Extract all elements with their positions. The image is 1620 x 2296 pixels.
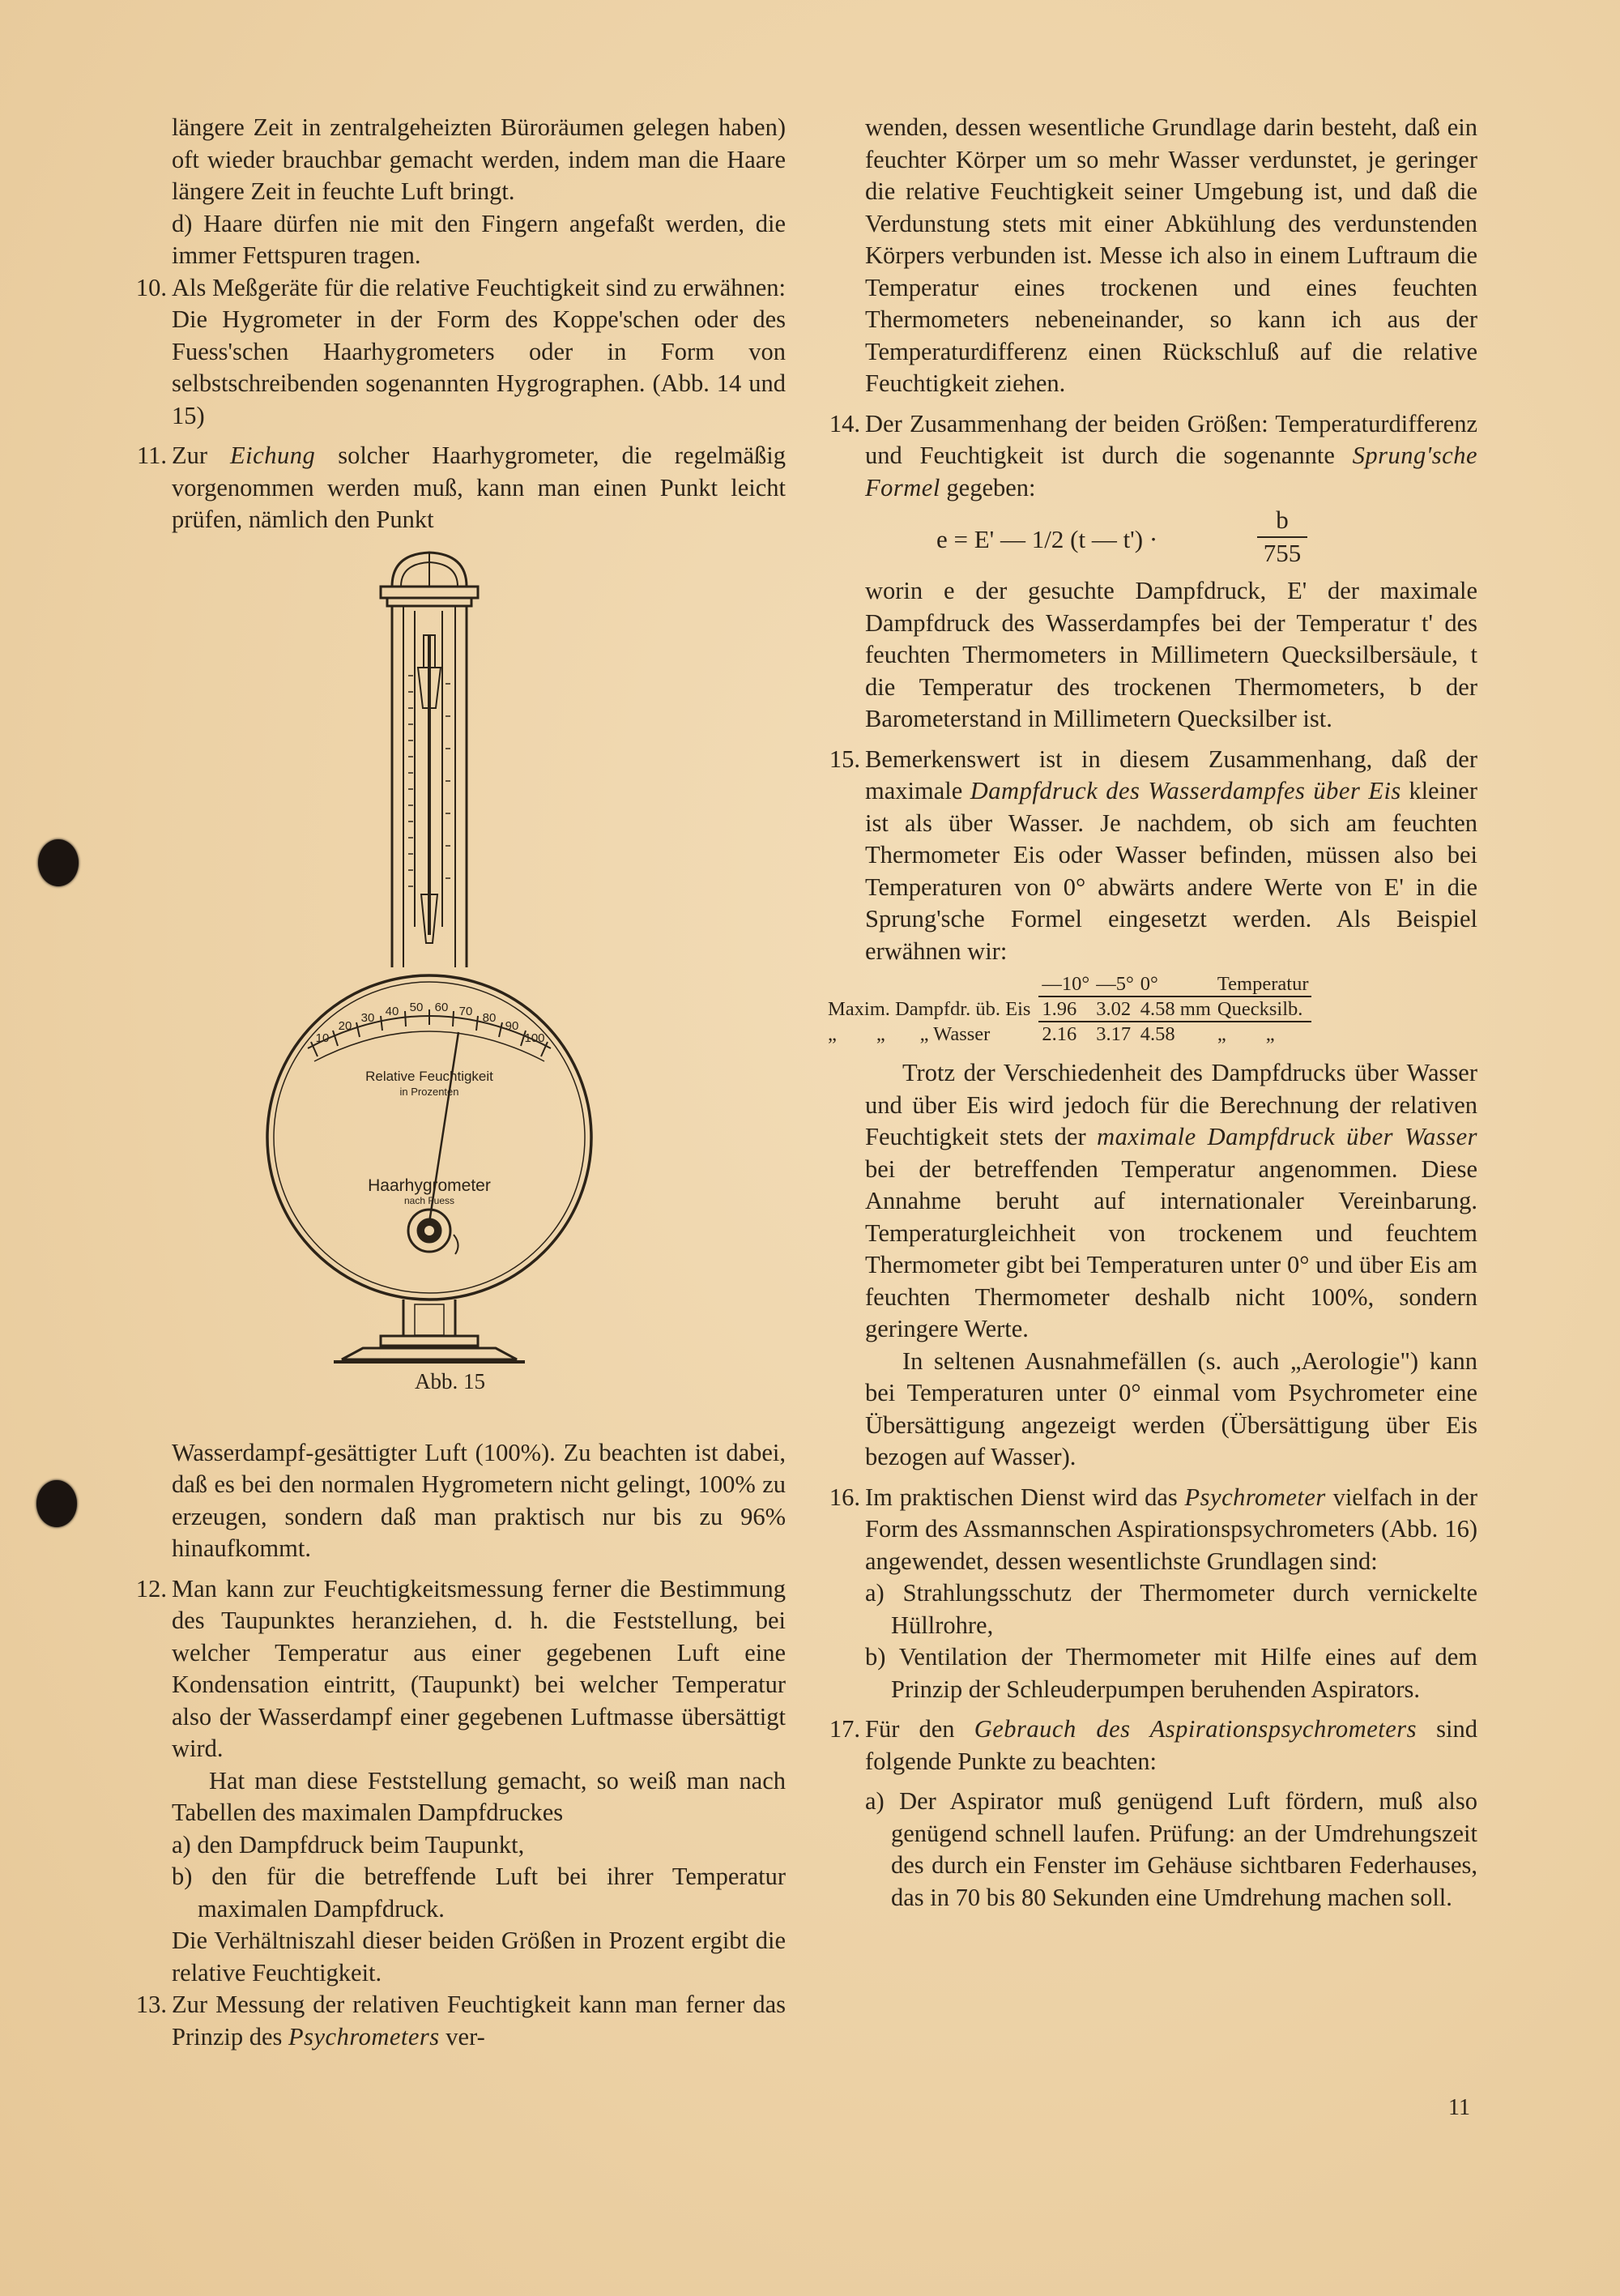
table-cell: 3.02	[1093, 996, 1137, 1022]
table-row	[825, 996, 1311, 1022]
table-cell: 2.16	[1042, 1023, 1077, 1045]
paragraph: Trotz der Verschiedenheit des Dampfdrucks über Wasser und über Eis wird jedoch für die Berechnung der relativen Feuchtigkeit stets der maximale Dampfdruck über Wasser bei der betreffenden Temperatur angenommen. Diese Annahme beruht auf internationaler Vereinbarung. Temperaturgleichheit von trockenem und feuchtem Thermometer gibt bei Temperaturen unter 0° und über Eis am feuchten Thermometer deshalb nicht 100%, sondern geringere Werte.	[865, 1059, 1477, 1342]
figure-caption: Abb. 15	[415, 1368, 485, 1393]
item-number: 10.	[135, 273, 167, 301]
list-item-16	[829, 1482, 1477, 1706]
page-number: 11	[1448, 2095, 1470, 2120]
paragraph: Bemerkenswert ist in diesem Zusammenhang, daß der maximale Dampfdruck des Wasserdampfes über Eis kleiner ist als über Wasser. Je nachdem, ob sich am feuchten Thermometer Eis oder Wasser befinden, müssen also bei Temperaturen von 0° abwärts andere Werte von E' in die Sprung'sche Formel eingesetzt werden. Als Beispiel erwähnen wir:	[865, 745, 1477, 965]
sprung-formula	[865, 506, 1477, 570]
figure-hair-hygrometer	[172, 546, 786, 1437]
formula-fraction	[1257, 506, 1307, 567]
emphasis: maximale Dampfdruck über Wasser	[1097, 1123, 1477, 1150]
emphasis: Eichung	[230, 442, 316, 469]
sub-item-b: b) den für die betreffende Luft bei ihrer Temperatur maximalen Dampfdruck.	[172, 1863, 786, 1923]
paragraph: Der Zusammenhang der beiden Größen: Temperaturdifferenz und Feuchtigkeit ist durch die sogenannte Sprung'sche Formel gegeben:	[865, 409, 1477, 501]
punch-hole	[38, 839, 79, 886]
paragraph: worin e der gesuchte Dampfdruck, E' der maximale Dampfdruck des Wasserdampfes bei der Temperatur t' des feuchten Thermometers in Millimetern Quecksilbersäule, t die Temperatur des trockenen Thermometers, b der Barometerstand in Millimetern Quecksilber ist.	[865, 577, 1477, 732]
table-cell: 1.96	[1038, 996, 1093, 1022]
dial-tick-label: 80	[482, 1010, 497, 1025]
list-item-10	[135, 272, 786, 433]
sub-item-a: a) Strahlungsschutz der Thermometer durch vernickelte Hüllrohre,	[865, 1579, 1477, 1639]
punch-hole	[36, 1480, 77, 1527]
list-item-11	[137, 440, 786, 536]
table-cell: 4.58 mm	[1137, 996, 1214, 1022]
item-number: 17.	[829, 1715, 860, 1743]
table-header-cell: Temperatur	[1214, 972, 1312, 996]
list-item-17	[829, 1713, 1478, 1914]
table-cell: 3.17	[1096, 1023, 1132, 1045]
formula-numerator: b	[1276, 506, 1289, 534]
list-item-14	[829, 408, 1477, 736]
item-number: 14.	[829, 409, 860, 437]
dial-subtitle: in Prozenten	[399, 1085, 459, 1098]
paragraph: längere Zeit in zentralgeheizten Büroräumen gelegen haben) oft wieder brauchbar gemacht werden, indem man die Haare längere Zeit in feuchte Luft bringt.	[172, 113, 786, 205]
list-item-13	[135, 1989, 786, 2053]
paragraph: d) Haare dürfen nie mit den Fingern angefaßt werden, die immer Fettspuren tragen.	[172, 209, 786, 269]
left-column	[135, 112, 786, 2053]
dial-tick-label: 90	[505, 1018, 519, 1033]
emphasis: Sprung'sche Formel	[865, 442, 1477, 501]
dial-tick-label: 100	[524, 1031, 545, 1045]
dial-tick-label: 40	[385, 1004, 399, 1018]
hygrometer-illustration	[172, 546, 786, 1364]
paragraph: Im praktischen Dienst wird das Psychrometer vielfach in der Form des Assmannschen Aspirationspsychrometers (Abb. 16) angewendet, dessen wesentlichste Grundlagen sind:	[865, 1483, 1477, 1575]
table-header-cell: —5°	[1093, 972, 1137, 996]
dial-title: Relative Feuchtigkeit	[365, 1068, 493, 1084]
paragraph: Man kann zur Feuchtigkeitsmessung ferner die Bestimmung des Taupunktes heranziehen, d. h. die Feststellung, bei welcher Temperatur aus einer gegebenen Luft eine Kondensation eintritt, (Taupunkt) bei welcher Temperatur also der Wasserdampf einer gegebenen Luftmasse übersättigt wird.	[172, 1574, 786, 1762]
dial-tick-label: 20	[338, 1018, 352, 1033]
paragraph: Die Verhältniszahl dieser beiden Größen in Prozent ergibt die relative Feuchtigkeit.	[172, 1927, 786, 1987]
formula-lhs: e = E' — 1/2 (t — t') ·	[936, 525, 1158, 553]
emphasis: Gebrauch des Aspirationspsychrometers	[974, 1715, 1418, 1743]
paragraph: Für den Gebrauch des Aspirationspsychrometers sind folgende Punkte zu beachten:	[865, 1715, 1478, 1775]
brand-sublabel: nach Fuess	[403, 1194, 455, 1206]
item-number: 12.	[135, 1574, 167, 1603]
dial-tick-label: 30	[360, 1010, 375, 1025]
fraction-bar	[1257, 536, 1307, 538]
dial-tick-label: 70	[458, 1004, 473, 1018]
paragraph: In seltenen Ausnahmefällen (s. auch „Aerologie") kann bei Temperaturen unter 0° einmal vom Psychrometer eine Übersättigung angezeigt werden (Übersättigung über Eis bezogen auf Wasser).	[865, 1346, 1477, 1470]
paragraph: Als Meßgeräte für die relative Feuchtigkeit sind zu erwähnen: Die Hygrometer in der Form des Koppe'schen oder des Fuess'schen Haarhygrometers oder in Form von selbstschreibenden sogenannten Hygrographen. (Abb. 14 und 15)	[172, 273, 786, 429]
table-header-cell: 0°	[1137, 972, 1214, 996]
dial-tick-label: 10	[315, 1031, 330, 1045]
right-column	[828, 112, 1478, 1914]
emphasis: Psychrometer	[1184, 1483, 1326, 1511]
table-header-cell: —10°	[1038, 972, 1093, 996]
list-item-15	[828, 744, 1477, 1474]
sub-item-b: b) Ventilation der Thermometer mit Hilfe eines auf dem Prinzip der Schleuderpumpen beruhenden Aspirators.	[865, 1643, 1477, 1703]
table-cell: Quecksilb.	[1214, 996, 1312, 1022]
table-header-row	[825, 972, 1311, 996]
table-row-label: „ „ „ Wasser	[828, 1022, 991, 1045]
table-row-label: Maxim. Dampfdr. üb. Eis	[828, 998, 1031, 1020]
sub-item-a: a) Der Aspirator muß genügend Luft fördern, muß also genügend schnell laufen. Prüfung: an der Umdrehungszeit des durch ein Fenster im Gehäuse sichtbaren Federhauses, das in 70 bis 80 Sekunden eine Umdrehung machen soll.	[865, 1787, 1477, 1911]
list-item-12	[135, 1573, 786, 1990]
paragraph: Zur Eichung solcher Haarhygrometer, die regelmäßig vorgenommen werden muß, kann man einen Punkt leicht prüfen, nämlich den Punkt	[172, 442, 786, 533]
item-number: 11.	[137, 442, 167, 469]
item-number: 16.	[829, 1483, 860, 1511]
emphasis: Psychrometers	[288, 2022, 440, 2051]
emphasis: Dampfdruck des Wasserdampfes über Eis	[970, 777, 1401, 804]
item-number: 15.	[829, 745, 860, 773]
table-cell: „ „	[1217, 1023, 1275, 1045]
paragraph: wenden, dessen wesentliche Grundlage darin besteht, daß ein feuchter Körper um so mehr Wasser verdunstet, je geringer die relative Feuchtigkeit seiner Umgebung ist, und daß die Verdunstung stets mit einer Abkühlung des verdunstenden Körpers verbunden ist. Messe ich also in einem Luftraum die Temperatur eines trockenen und eines feuchten Thermometers nebeneinander, so kann ich aus der Temperaturdifferenz einen Rückschluß auf die relative Feuchtigkeit ziehen.	[865, 113, 1477, 397]
paragraph: Hat man diese Feststellung gemacht, so weiß man nach Tabellen des maximalen Dampfdruckes	[172, 1766, 786, 1826]
paragraph: Wasserdampf-gesättigter Luft (100%). Zu beachten ist dabei, daß es bei den normalen Hygrometern nicht gelingt, 100% zu erzeugen, sondern daß man praktisch nur bis zu 96% hinaufkommt.	[172, 1438, 786, 1562]
paragraph: Zur Messung der relativen Feuchtigkeit kann man ferner das Prinzip des Psychrometers ver-	[172, 1991, 786, 2051]
formula-denominator: 755	[1263, 539, 1302, 567]
table-row	[825, 1022, 1311, 1046]
brand-label: Haarhygrometer	[368, 1176, 491, 1195]
item-number: 13.	[135, 1991, 167, 2018]
dial-tick-label: 50	[409, 1000, 424, 1014]
table-cell: 4.58	[1140, 1023, 1175, 1045]
vapor-pressure-table	[825, 972, 1311, 1046]
dial-tick-label: 60	[434, 1000, 449, 1014]
sub-item-a: a) den Dampfdruck beim Taupunkt,	[172, 1830, 525, 1859]
